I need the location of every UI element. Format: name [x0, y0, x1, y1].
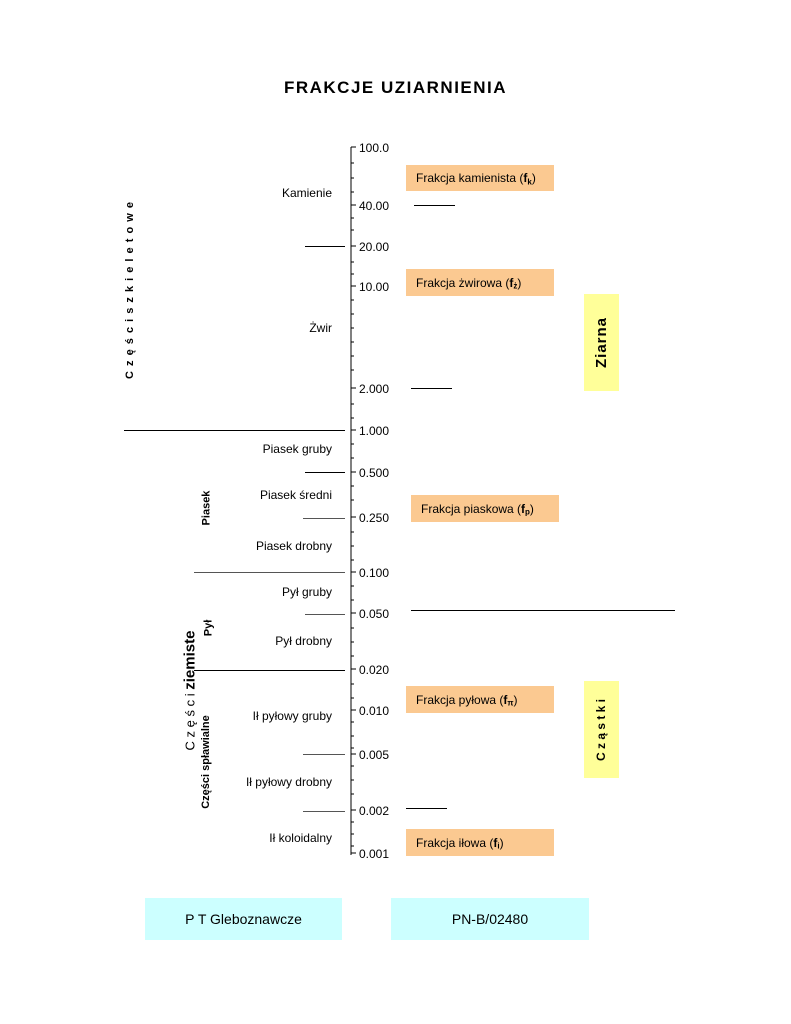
- fraction-ilowa: Frakcja iłowa ( f $_i$ ): [406, 829, 554, 856]
- axis-tick-label: 2.000: [359, 382, 390, 396]
- divider-pyl-gruby-drobny: [305, 614, 345, 615]
- group-piasek: Piasek: [200, 490, 212, 526]
- label-zwir: Żwir: [309, 321, 332, 335]
- axis-tick-label: 100.0: [359, 141, 390, 155]
- group-ziemiste: [180, 630, 200, 750]
- fraction-piaskowa: Frakcja piaskowa ( f $_p$ ): [411, 495, 559, 522]
- axis-tick-label: 0.001: [359, 847, 390, 861]
- footer-left-label: P T Gleboznawcze: [145, 898, 342, 940]
- divider-ziarna-czastki: [411, 610, 675, 611]
- divider-szkieletowe-ziemiste: [124, 430, 345, 431]
- label-il-pylowy-drobny: Ił pyłowy drobny: [245, 775, 332, 789]
- axis-tick-label: 40.00: [359, 199, 390, 213]
- divider-kamienista-zwirowa: [414, 205, 455, 206]
- divider-il-gruby-drobny: [303, 754, 345, 755]
- divider-kamienie-zwir: [305, 246, 345, 247]
- label-piasek-gruby: Piasek gruby: [262, 442, 332, 456]
- axis-tick-label: 0.250: [359, 511, 390, 525]
- axis-tick-label: 20.00: [359, 240, 390, 254]
- group-pyl: Pył: [201, 619, 214, 637]
- divider-pylowa-ilowa: [406, 808, 447, 809]
- divider-piasek-gruby-sredni: [305, 472, 345, 473]
- axis-tick-label: 0.100: [359, 566, 390, 580]
- group-ziarna: Ziarna: [584, 294, 619, 391]
- divider-pyl-splawialne: [194, 670, 345, 671]
- fraction-kamienista: Frakcja kamienista ( f $_k$ ): [406, 165, 554, 191]
- group-ziemiste-bold: ziemiste: [181, 630, 199, 690]
- label-kamienie: Kamienie: [281, 186, 332, 200]
- group-szkieletowe: C z ę ś c i s z k i e l e t o w e: [124, 201, 137, 379]
- axis-tick-label: 0.002: [359, 804, 390, 818]
- axis-tick-label: 0.050: [359, 607, 390, 621]
- fraction-zwirowa: Frakcja żwirowa ( f $_ż$ ): [406, 269, 554, 296]
- label-pyl-drobny: Pył drobny: [275, 634, 332, 648]
- footer-right-label: PN-B/02480: [391, 898, 589, 940]
- axis-tick-label: 0.500: [359, 466, 390, 480]
- axis-tick-label: 1.000: [359, 424, 390, 438]
- fraction-pylowa: Frakcja pyłowa ( f $_\pi$ ): [406, 686, 554, 713]
- group-splawialne: Części spławialne: [200, 715, 213, 809]
- group-ziemiste-prefix: C z ę ś c i: [182, 692, 198, 750]
- divider-zwirowa-piaskowa: [411, 388, 452, 389]
- divider-il-drobny-koloidalny: [303, 811, 345, 812]
- label-piasek-sredni: Piasek średni: [259, 488, 332, 502]
- label-pyl-gruby: Pył gruby: [281, 585, 332, 599]
- axis-tick-label: 0.010: [359, 704, 390, 718]
- axis-tick-label: 0.020: [359, 663, 390, 677]
- divider-piasek-pyl: [194, 572, 345, 573]
- divider-piasek-sredni-drobny: [303, 518, 345, 519]
- label-il-koloidalny: Ił koloidalny: [269, 831, 332, 845]
- page-title: FRAKCJE UZIARNIENIA: [283, 78, 508, 97]
- axis-tick-label: 0.005: [359, 748, 390, 762]
- group-czastki: C z ą s t k i: [584, 681, 619, 778]
- axis-tick-label: 10.00: [359, 280, 390, 294]
- label-piasek-drobny: Piasek drobny: [255, 539, 332, 553]
- label-il-pylowy-gruby: Ił pyłowy gruby: [252, 709, 332, 723]
